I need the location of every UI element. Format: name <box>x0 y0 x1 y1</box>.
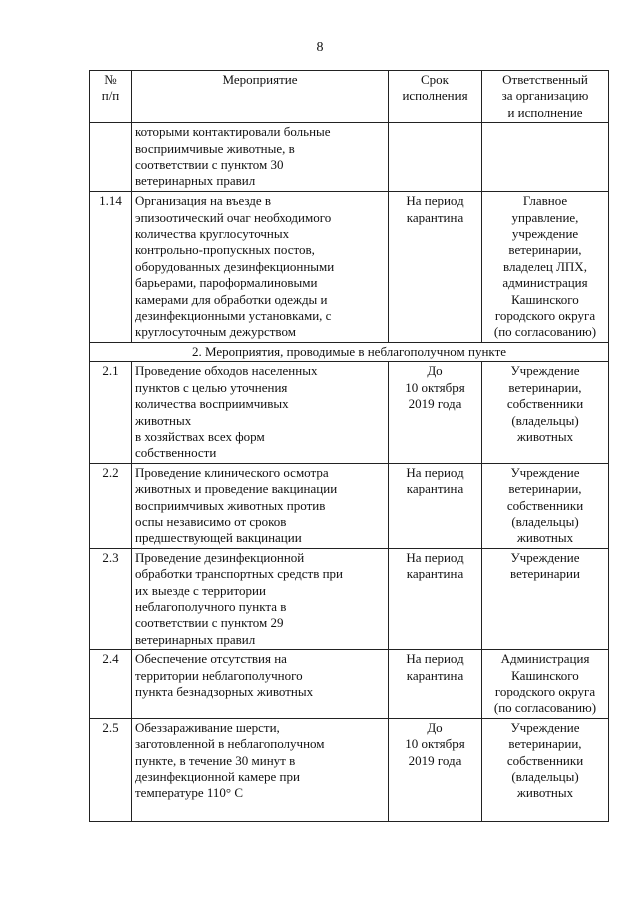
header-event: Мероприятие <box>132 71 389 123</box>
table-row <box>90 192 609 343</box>
page-number: 8 <box>316 40 324 55</box>
row-event: Проведение дезинфекционной обработки транспортных средств при их выезде с территории неблагополучного пункта в соответствии с пунктом 29 ветеринарных правил <box>132 548 389 649</box>
section-header-row <box>90 342 609 361</box>
row-number: 2.1 <box>90 362 132 463</box>
row-term: На период карантина <box>389 650 482 719</box>
table-row <box>90 718 609 821</box>
table-row <box>90 463 609 548</box>
header-number: № п/п <box>90 71 132 123</box>
row-term: До 10 октября 2019 года <box>389 362 482 463</box>
row-responsible <box>482 123 609 192</box>
row-number: 2.5 <box>90 718 132 821</box>
table-row <box>90 548 609 649</box>
row-term: До 10 октября 2019 года <box>389 718 482 821</box>
row-event: Проведение обходов населенных пунктов с целью уточнения количества восприимчивых животных в хозяйствах всех форм собственности <box>132 362 389 463</box>
row-responsible: Учреждение ветеринарии, собственники (владельцы) животных <box>482 718 609 821</box>
row-responsible: Учреждение ветеринарии <box>482 548 609 649</box>
row-term <box>389 123 482 192</box>
header-term: Срок исполнения <box>389 71 482 123</box>
row-responsible: Учреждение ветеринарии, собственники (владельцы) животных <box>482 463 609 548</box>
row-number <box>90 123 132 192</box>
row-responsible: Главное управление, учреждение ветеринарии, владелец ЛПХ, администрация Кашинского городского округа (по согласованию) <box>482 192 609 343</box>
measures-table <box>89 70 609 822</box>
row-responsible: Администрация Кашинского городского округа (по согласованию) <box>482 650 609 719</box>
table-row <box>90 650 609 719</box>
row-number: 2.4 <box>90 650 132 719</box>
section-title: 2. Мероприятия, проводимые в неблагополучном пункте <box>90 342 609 361</box>
row-number: 1.14 <box>90 192 132 343</box>
row-number: 2.2 <box>90 463 132 548</box>
row-responsible: Учреждение ветеринарии, собственники (владельцы) животных <box>482 362 609 463</box>
table-row <box>90 123 609 192</box>
row-term: На период карантина <box>389 548 482 649</box>
row-term: На период карантина <box>389 192 482 343</box>
header-responsible: Ответственный за организацию и исполнение <box>482 71 609 123</box>
row-event: Организация на въезде в эпизоотический очаг необходимого количества круглосуточных контрольно-пропускных постов, оборудованных дезинфекционными барьерами, пароформалиновыми камерами для обработки одежды и дезинфекционными установками, с круглосуточным дежурством <box>132 192 389 343</box>
row-event: Обеззараживание шерсти, заготовленной в неблагополучном пункте, в течение 30 минут в дезинфекционной камере при температуре 110° С <box>132 718 389 821</box>
row-event: Проведение клинического осмотра животных и проведение вакцинации восприимчивых животных против оспы независимо от сроков предшествующей вакцинации <box>132 463 389 548</box>
row-number: 2.3 <box>90 548 132 649</box>
row-term: На период карантина <box>389 463 482 548</box>
table-header-row <box>90 71 609 123</box>
row-event: которыми контактировали больные восприимчивые животные, в соответствии с пунктом 30 ветеринарных правил <box>132 123 389 192</box>
row-event: Обеспечение отсутствия на территории неблагополучного пункта безнадзорных животных <box>132 650 389 719</box>
table-row <box>90 362 609 463</box>
